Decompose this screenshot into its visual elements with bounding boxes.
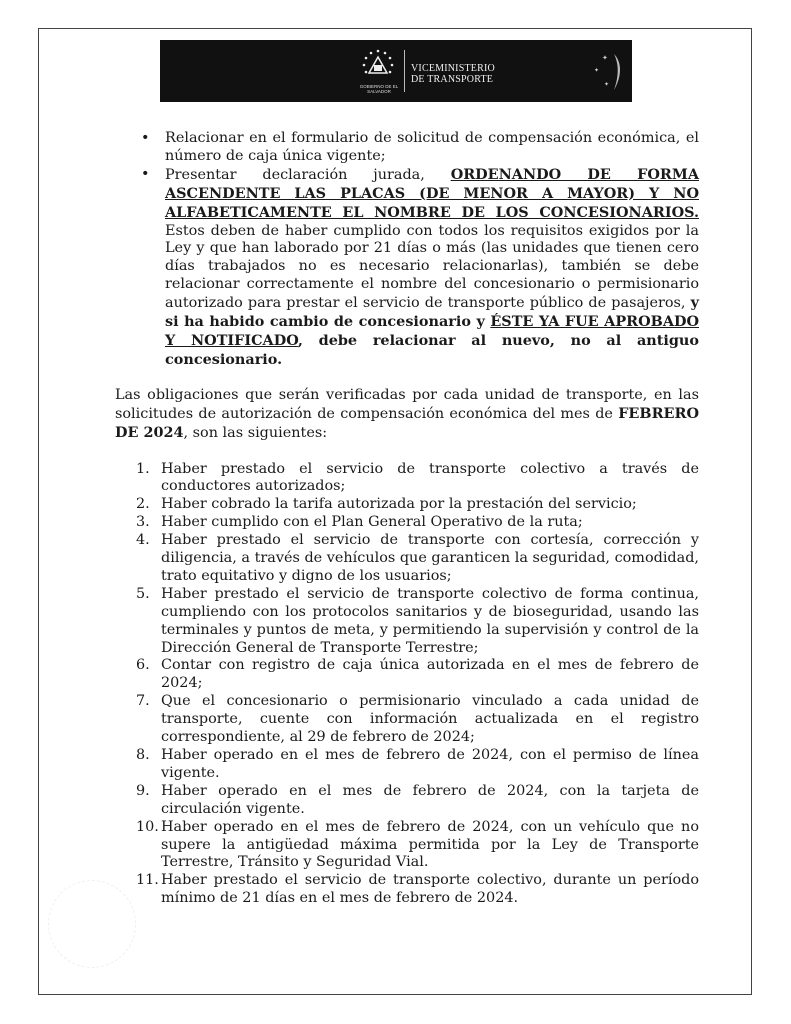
obligation-text: Que el concesionario o permisionario vinculado a cada unidad de transporte, cuente con información actualizada en el registro correspondiente, al 29 de febrero de 2024; (161, 693, 699, 746)
ministry-title (411, 63, 495, 85)
gov-label: GOBIERNO DE EL SALVADOR (359, 84, 399, 94)
obligation-number: 4. (136, 532, 150, 549)
obligation-number: 10. (136, 818, 159, 835)
obligation-item (115, 783, 699, 819)
obligation-item (115, 514, 699, 532)
header-banner (160, 40, 632, 102)
bullet-text: Relacionar en el formulario de solicitud de compensación económica, el número de caja única vigente; (165, 130, 699, 164)
obligation-item (115, 586, 699, 658)
obligation-text: Haber prestado el servicio de transporte colectivo de forma continua, cumpliendo con los protocolos sanitarios y de bioseguridad, usando las terminales y puntos de meta, y permitiendo la supervisión y control de la Dirección General de Transporte Terrestre; (161, 585, 699, 656)
obligation-item (115, 496, 699, 514)
bullet-text: Estos deben de haber cumplido con todos los requisitos exigidos por la Ley y que han laborado por 21 días o más (las unidades que tienen cero días trabajados no es necesario relacionarlas), también se debe relacionar correctamente el nombre del concesionario o permisionario autorizado para prestar el servicio de transporte público de pasajeros, (165, 222, 699, 312)
svg-text:✦: ✦ (604, 81, 610, 88)
obligation-number: 3. (136, 514, 150, 531)
svg-text:✦: ✦ (602, 54, 608, 62)
star-decoration-icon (592, 46, 626, 96)
obligation-number: 1. (136, 460, 150, 477)
obligation-number: 7. (136, 693, 150, 710)
obligation-text: Contar con registro de caja única autorizada en el mes de febrero de 2024; (161, 657, 699, 692)
obligation-text: Haber operado en el mes de febrero de 2024, con un vehículo que no supere la antigüedad máxima permitida por la Ley de Transporte Terrestre, Tránsito y Seguridad Vial. (161, 818, 699, 871)
intro-month: FEBRERO DE 2024 (115, 404, 699, 441)
obligation-text: Haber operado en el mes de febrero de 2024, con la tarjeta de circulación vigente. (161, 782, 699, 817)
ministry-title-line1: VICEMINISTERIO (411, 63, 495, 74)
bullet-text: Presentar declaración jurada, (165, 166, 451, 183)
intro-text: Las obligaciones que serán verificadas por cada unidad de transporte, en las solicitudes de autorización de compensación económica del mes de (115, 386, 699, 422)
obligation-item (115, 819, 699, 873)
bullet-text: ORDENANDO DE FORMA ASCENDENTE LAS PLACAS (DE MENOR A MAYOR) Y NO ALFABETICAMENTE EL NOMBRE DE LOS CONCESIONARIOS. (165, 165, 699, 221)
obligation-item (115, 461, 699, 497)
svg-text:✦: ✦ (594, 67, 600, 74)
obligation-number: 9. (136, 782, 150, 799)
intro-text-end: , son las siguientes: (183, 424, 328, 441)
obligation-item (115, 532, 699, 586)
obligation-number: 6. (136, 657, 150, 674)
obligation-text: Haber cobrado la tarifa autorizada por la prestación del servicio; (161, 496, 637, 513)
obligation-number: 2. (136, 496, 150, 513)
obligation-number: 5. (136, 585, 150, 602)
obligations-list (115, 461, 699, 909)
bullet-text: ÉSTE YA FUE APROBADO Y NOTIFICADO (165, 313, 699, 349)
obligation-text: Haber cumplido con el Plan General Operativo de la ruta; (161, 514, 583, 531)
obligation-item (115, 747, 699, 783)
obligation-number: 11. (136, 872, 159, 889)
obligations-intro (115, 387, 699, 443)
document-body (115, 130, 699, 908)
obligation-text: Haber operado en el mes de febrero de 2024, con el permiso de línea vigente. (161, 747, 699, 781)
header-divider (404, 50, 405, 92)
obligation-item (115, 693, 699, 747)
obligation-text: Haber prestado el servicio de transporte colectivo a través de conductores autorizados; (161, 460, 699, 495)
ministry-title-line2: DE TRANSPORTE (411, 74, 494, 85)
obligation-item (115, 872, 699, 908)
obligation-text: Haber prestado el servicio de transporte colectivo, durante un período mínimo de 21 días en el mes de febrero de 2024. (161, 872, 699, 907)
faint-stamp (48, 880, 136, 968)
bullet-text: y si ha habido cambio de concesionario y (165, 294, 699, 331)
obligation-number: 8. (136, 747, 150, 763)
requirements-bullet-list (115, 130, 699, 370)
obligation-item (115, 657, 699, 693)
obligation-text: Haber prestado el servicio de transporte con cortesía, corrección y diligencia, a través de vehículos que garanticen la seguridad, comodidad, trato equitativo y digno de los usuarios; (161, 532, 699, 584)
bullet-text: , debe relacionar al nuevo, no al antiguo concesionario. (165, 331, 699, 368)
bullet-item (115, 130, 699, 166)
bullet-item (115, 166, 699, 370)
